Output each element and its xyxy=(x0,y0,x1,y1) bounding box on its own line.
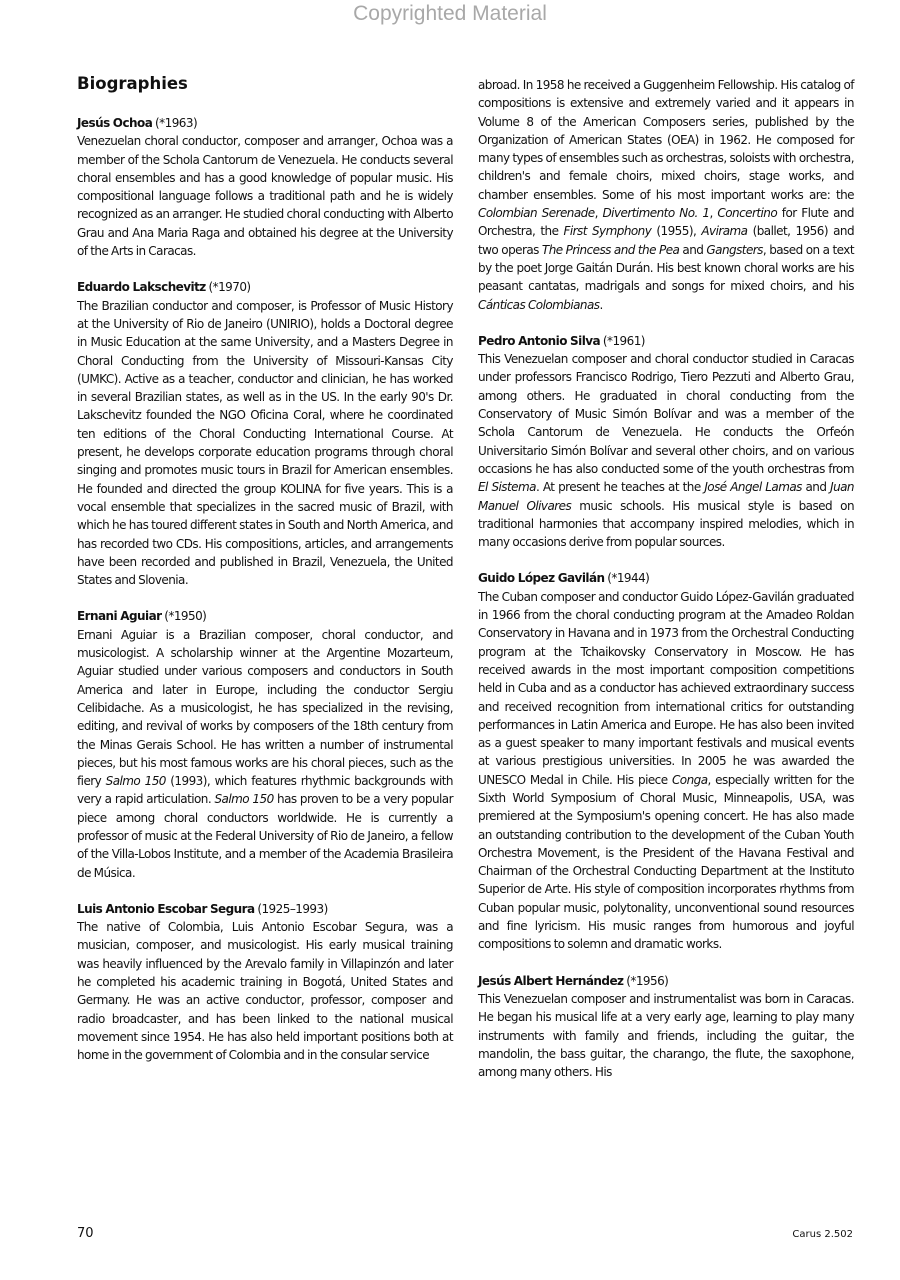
bio-text-segment: , xyxy=(594,206,603,221)
bio-text-segment: This Venezuelan composer and instrumentalist was born in Caracas. He began his musical life at a very early age, learning to play many instruments with family and friends, including the guitar, the mandolin, the bass guitar, the charango, the flute, the saxophone, among many others. His xyxy=(478,991,854,1080)
work-title: Colombian Serenade xyxy=(478,206,595,221)
bio-dates: (*1944) xyxy=(604,571,650,586)
bio-dates: (*1956) xyxy=(623,973,669,988)
bio-text-segment: abroad. In 1958 he received a Guggenheim Fellowship. His catalog of compositions is extensive and extremely varied and it appears in Volume 8 of the American Composers series, published by the Organization of American States (OEA) in 1962. He composed for many types of ensembles such as orchestras, soloists with orchestra, children's and female choirs, mixed choirs, stage works, and chamber ensembles. Some of his most important works are: the xyxy=(478,78,854,202)
bio-luis-antonio-escobar-segura xyxy=(77,900,453,1065)
work-title: Conga xyxy=(671,772,708,787)
bio-text xyxy=(478,76,854,314)
bio-text xyxy=(77,918,453,1064)
bio-text-segment: This Venezuelan composer and choral conductor studied in Caracas under professors Francisco Rodrigo, Tiero Pezzuti and Alberto Grau, among others. He graduated in choral conducting from the Conservatory of Music Simón Bolívar and was a member of the Schola Cantorum de Venezuela. He conducts the Orfeón Universitario Simón Bolívar and several other choirs, and on various occasions he has also conducted some of the youth orchestras from xyxy=(478,352,854,476)
work-title: José Angel Lamas xyxy=(704,480,802,495)
bio-text xyxy=(77,626,453,882)
page-number: 70 xyxy=(77,1226,94,1241)
bio-escobar-continued xyxy=(478,76,854,314)
bio-text-segment: (1955), xyxy=(651,224,702,239)
bio-dates: (*1963) xyxy=(152,116,198,130)
bio-dates: (*1970) xyxy=(205,280,251,295)
bio-heading xyxy=(77,278,453,296)
bio-heading xyxy=(478,972,854,990)
bio-name: Jesús Albert Hernández xyxy=(478,973,624,988)
bio-name: Ernani Aguiar xyxy=(77,609,162,624)
work-title: The Princess and the Pea xyxy=(541,242,680,257)
work-title: El Sistema xyxy=(478,480,536,495)
bio-text-segment: The Cuban composer and conductor Guido López-Gavilán graduated in 1966 from the choral conducting program at the Amadeo Roldan Conservatory in Havana and in 1973 from the Orchestral Conducting program at the Tchaikovsky Conservatory in Moscow. He has received awards in the most important composition competitions held in Cuba and as a conductor has achieved extraordinary success and received recognition from international critics for outstanding performances in Latin America and Europe. He has also been invited as a guest speaker to many important festivals and musical events at various prestigious universities. In 2005 he was awarded the UNESCO Medal in Chile. His piece xyxy=(478,589,854,787)
bio-text-segment: music schools. His musical style is based on traditional harmonies that accompany inspired melodies, which in many occasions derive from popular sources. xyxy=(478,498,855,550)
bio-name: Guido López Gavilán xyxy=(478,571,605,586)
bio-heading xyxy=(77,114,453,132)
work-title: Divertimento No. 1 xyxy=(602,206,710,221)
bio-pedro-antonio-silva xyxy=(478,332,854,552)
work-title: Avirama xyxy=(701,224,748,239)
bio-text-segment: Venezuelan choral conductor, composer and arranger, Ochoa was a member of the Schola Cantorum de Venezuela. He conducts several choral ensembles and has a good knowledge of popular music. His compositional language follows a traditional path and he is widely recognized as an arranger. He studied choral conducting with Alberto Grau and Ana Maria Raga and obtained his degree at the University of the Arts in Caracas. xyxy=(77,134,453,259)
bio-name: Pedro Antonio Silva xyxy=(478,333,601,348)
bio-name: Eduardo Lakschevitz xyxy=(77,280,206,295)
bio-text-segment: and xyxy=(679,242,707,257)
bio-guido-lopez-gavilan xyxy=(478,569,854,953)
bio-text xyxy=(77,297,453,590)
work-title: Salmo 150 xyxy=(105,774,166,789)
catalog-reference: Carus 2.502 xyxy=(792,1229,853,1240)
bio-text-segment: . At present he teaches at the xyxy=(535,480,705,495)
bio-text-segment: The Brazilian conductor and composer, is Professor of Music History at the University of Rio de Janeiro (UNIRIO), holds a Doctoral degree in Music Education at the same University, and a Masters Degree in Choral Conducting from the University of Missouri-Kansas City (UMKC). Active as a teacher, conductor and clinician, he has worked in several Brazilian states, as well as in the US. In the early 90's Dr. Lakschevitz founded the NGO Oficina Coral, where he coordinated ten editions of the Choral Conducting International Course. At present, he develops corporate education programs through choral singing and promotes music tours in Brazil for American ensembles. He founded and directed the group KOLINA for five years. This is a vocal ensemble that specializes in the sacred music of Brazil, with which he has toured different states in South and North America, and has recorded two CDs. His compositions, articles, and arrangements have been recorded and published in Brazil, Venezuela, the United States and Slovenia. xyxy=(77,298,453,588)
bio-heading xyxy=(77,900,453,918)
work-title: Juan Manuel Olivares xyxy=(478,480,854,513)
work-title: Gangsters xyxy=(706,242,763,257)
bio-text-segment: has proven to be a very popular piece among choral conductors worldwide. He is currently a professor of music at the Federal University of Rio de Janeiro, a fellow of the Villa-Lobos Institute, and a member of the Academia Brasileira de Música. xyxy=(77,792,453,880)
bio-text-segment: , especially written for the Sixth World Symposium of Choral Music, Minneapolis, USA, was premiered at the Symposium's opening concert. He has also made an outstanding contribution to the development of the Cuban Youth Orchestra Movement, is the President of the Havana Festival and Chairman of the Orchestral Conducting Department at the Instituto Superior de Arte. His style of composition incorporates rhythms from Cuban popular music, polytonality, unconventional sound resources and fine lyricism. His music ranges from humorous and joyful compositions to solemn and dramatic works. xyxy=(478,772,854,952)
bio-name: Jesús Ochoa xyxy=(77,116,153,130)
work-title: Salmo 150 xyxy=(214,792,274,807)
bio-text-segment: Ernani Aguiar is a Brazilian composer, choral conductor, and musicologist. A scholarship winner at the Argentine Mozarteum, Aguiar studied under various composers and conductors in South America and later in Europe, including the conductor Sergiu Celibidache. As a musicologist, he has specialized in the revising, editing, and revival of works by composers of the 18th century from the Minas Gerais School. He has written a number of instrumental pieces, but his most famous works are his choral pieces, such as the fiery xyxy=(77,627,453,789)
right-column xyxy=(478,76,854,1099)
bio-heading xyxy=(478,332,854,350)
bio-jesus-ochoa xyxy=(77,114,453,260)
bio-name: Luis Antonio Escobar Segura xyxy=(77,901,255,916)
work-title: Cánticas Colombianas xyxy=(478,297,600,312)
bio-text-segment: (ballet, 1956) and two operas xyxy=(478,224,855,257)
bio-dates: (*1950) xyxy=(161,609,207,624)
bio-text xyxy=(478,990,854,1081)
bio-heading xyxy=(77,607,453,625)
bio-jesus-albert-hernandez xyxy=(478,972,854,1082)
bio-text-segment: , based on a text by the poet Jorge Gaitán Durán. His best known choral works are his peasant cantatas, madrigals and songs for mixed choirs, and his xyxy=(478,242,854,294)
bio-heading xyxy=(478,569,854,587)
bio-text-segment: , xyxy=(709,206,718,221)
bio-dates: (*1961) xyxy=(600,333,645,348)
bio-text-segment: The native of Colombia, Luis Antonio Escobar Segura, was a musician, composer, and musicologist. His early musical training was heavily influenced by the Arevalo family in Villapinzón and later he completed his academic training in Bogotá, United States and Germany. He was an active conductor, professor, composer and radio broadcaster, and has been linked to the national musical movement since 1954. He has also held important positions both at home in the government of Colombia and in the consular service xyxy=(77,920,453,1063)
bio-text-segment: (1993), which features rhythmic backgrounds with very a rapid articulation. xyxy=(77,774,453,807)
bio-text-segment: . xyxy=(599,297,603,312)
watermark: Copyrighted Material xyxy=(353,2,547,25)
bio-eduardo-lakschevitz xyxy=(77,278,453,589)
bio-ernani-aguiar xyxy=(77,607,453,881)
bio-text-segment: and xyxy=(801,480,831,495)
bio-text xyxy=(77,132,453,260)
bio-text xyxy=(478,588,854,954)
work-title: Concertino xyxy=(717,206,778,221)
bio-text xyxy=(478,350,854,551)
bio-dates: (1925–1993) xyxy=(254,901,328,916)
bio-text-segment: for Flute and Orchestra, the xyxy=(478,206,854,239)
page-title: Biographies xyxy=(77,74,188,93)
work-title: First Symphony xyxy=(563,224,652,239)
left-column xyxy=(77,114,453,1083)
